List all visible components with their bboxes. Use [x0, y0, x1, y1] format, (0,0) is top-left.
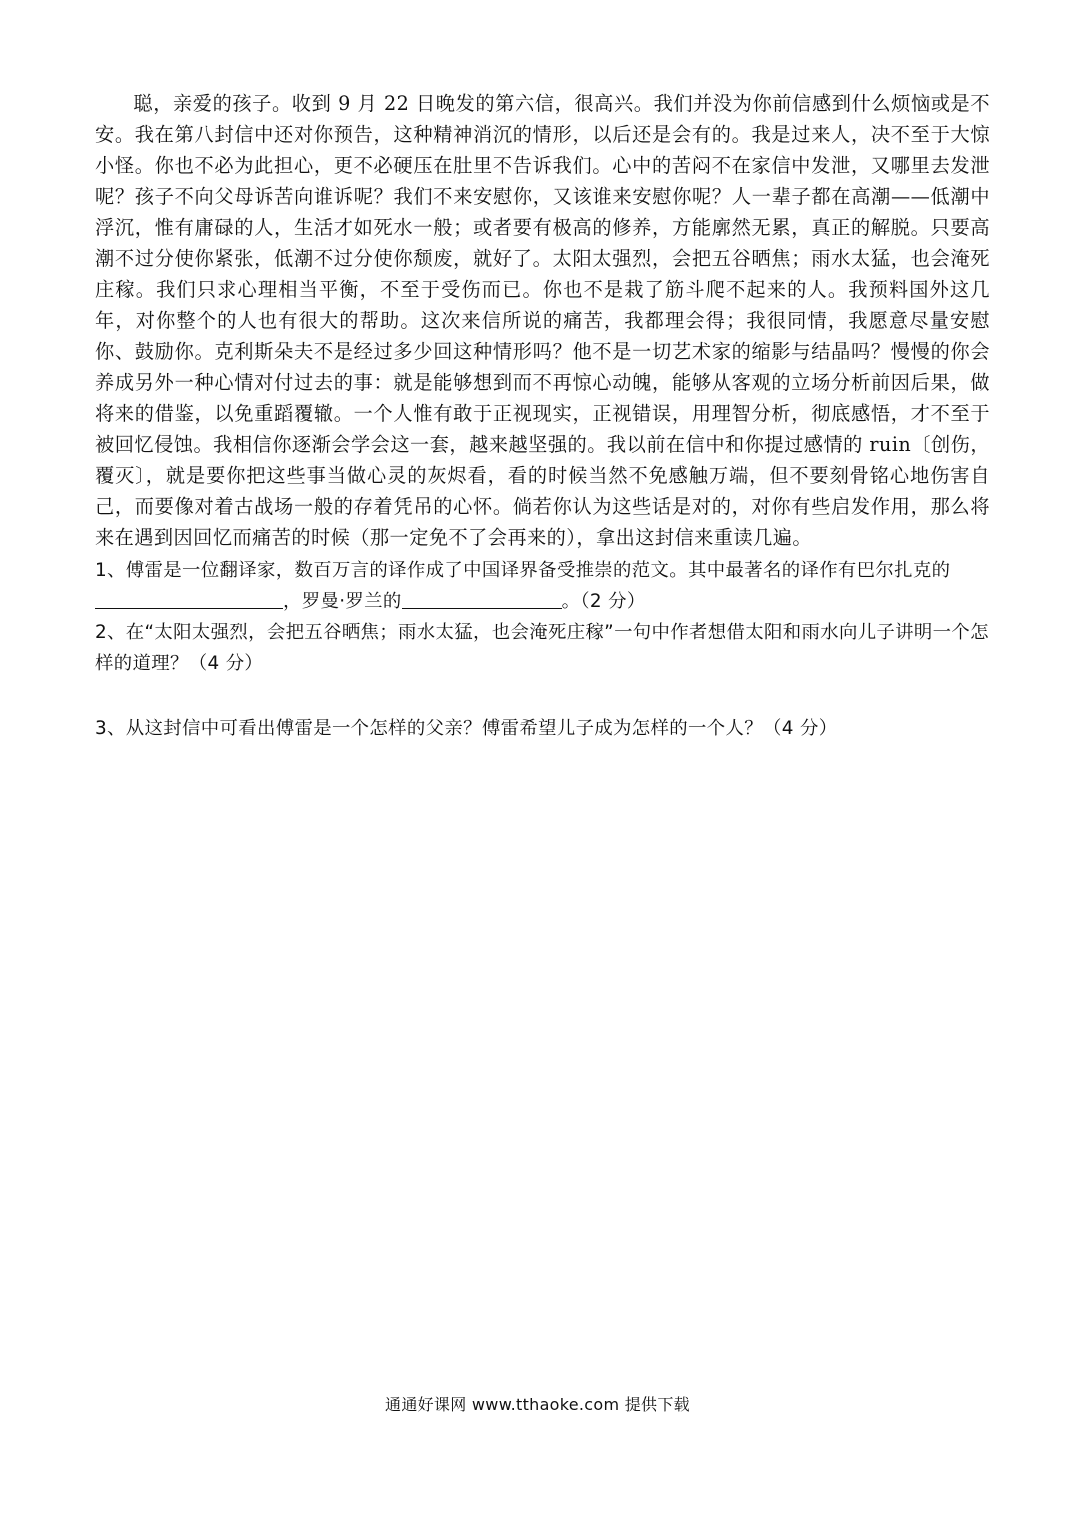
answer-blank-2[interactable]	[402, 588, 562, 609]
question-1-text-c: 。（2 分）	[561, 591, 646, 612]
question-3: 3、从这封信中可看出傅雷是一个怎样的父亲？傅雷希望儿子成为怎样的一个人？（4 分）	[95, 718, 838, 739]
page-footer: 通通好课网 www.tthaoke.com 提供下载	[385, 1395, 690, 1414]
letter-passage: 聪，亲爱的孩子。收到 9 月 22 日晚发的第六信，很高兴。我们并没为你前信感到什么烦恼或是不安。我在第八封信中还对你预告，这种精神消沉的情形，以后还是会有的。我是过来人，决不至于大惊小怪。你也不必为此担心，更不必硬压在肚里不告诉我们。心中的苦闷不在家信中发泄，又哪里去发泄呢？孩子不向父母诉苦向谁诉呢？我们不来安慰你，又该谁来安慰你呢？人一辈子都在高潮——低潮中浮沉，惟有庸碌的人，生活才如死水一般；或者要有极高的修养，方能廓然无累，真正的解脱。只要高潮不过分使你紧张，低潮不过分使你颓废，就好了。太阳太强烈，会把五谷晒焦；雨水太猛，也会淹死庄稼。我们只求心理相当平衡，不至于受伤而已。你也不是栽了筋斗爬不起来的人。我预料国外这几年，对你整个的人也有很大的帮助。这次来信所说的痛苦，我都理会得；我很同情，我愿意尽量安慰你、鼓励你。克利斯朵夫不是经过多少回这种情形吗？他不是一切艺术家的缩影与结晶吗？慢慢的你会养成另外一种心情对付过去的事：就是能够想到而不再惊心动魄，能够从客观的立场分析前因后果，做将来的借鉴，以免重蹈覆辙。一个人惟有敢于正视现实，正视错误，用理智分析，彻底感悟，才不至于被回忆侵蚀。我相信你逐渐会学会这一套，越来越坚强的。我以前在信中和你提过感情的 ruin〔创伤，覆灭〕，就是要你把这些事当做心灵的灰烬看，看的时候当然不免感触万端，但不要刻骨铭心地伤害自己，而要像对着古战场一般的存着凭吊的心怀。倘若你认为这些话是对的，对你有些启发作用，那么将来在遇到因回忆而痛苦的时候（那一定免不了会再来的），拿出这封信来重读几遍。	[95, 92, 990, 549]
question-2: 2、在“太阳太强烈，会把五谷晒焦；雨水太猛，也会淹死庄稼”一句中作者想借太阳和雨水向儿子讲明一个怎样的道理？（4 分）	[95, 622, 989, 674]
question-1	[95, 555, 990, 617]
document-page	[95, 88, 990, 744]
answer-blank-1[interactable]	[95, 588, 283, 609]
question-1-text-b: ，罗曼·罗兰的	[283, 591, 402, 612]
question-1-text-a: 1、傅雷是一位翻译家，数百万言的译作成了中国译界备受推崇的范文。其中最著名的译作有巴尔扎克的	[95, 560, 951, 581]
answer-space	[95, 679, 990, 713]
question-list	[95, 555, 990, 744]
